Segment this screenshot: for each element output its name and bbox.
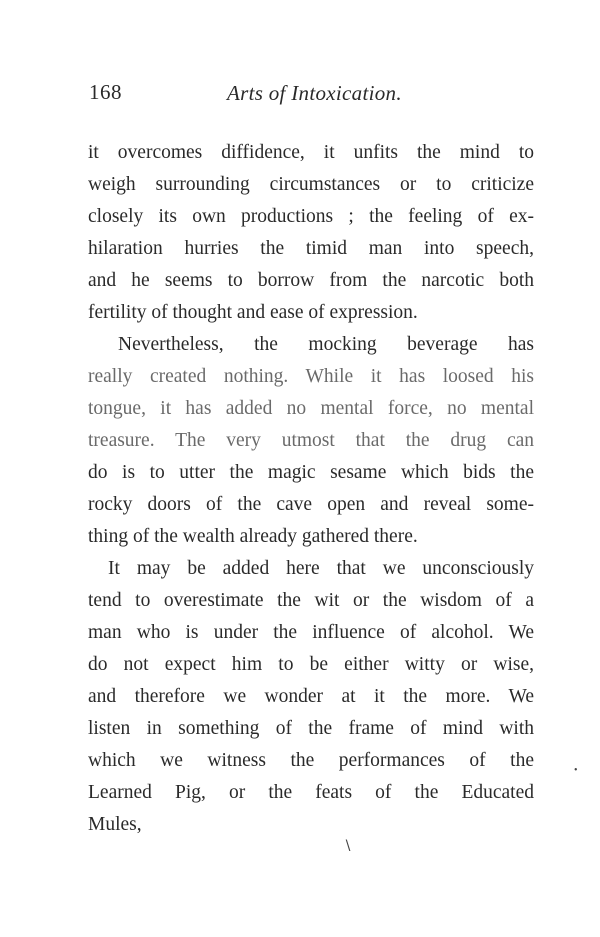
text-line: treasure. The very utmost that the drug can [88,430,534,451]
text-line: thing of the wealth already gathered there. [88,526,418,547]
text-line: which we witness the performances of the [88,750,534,771]
speck-mark: ∖ [343,839,352,854]
body-text [88,137,534,841]
running-title: Arts of Intoxication. [227,81,402,105]
text-line: and he seems to borrow from the narcotic both [88,270,534,291]
paragraph-start-line: Nevertheless, the mocking beverage has [118,334,534,355]
text-line: Learned Pig, or the feats of the Educated [88,782,534,803]
page-number: 168 [89,80,122,104]
text-line: fertility of thought and ease of expression. [88,302,418,323]
text-line: it overcomes diffidence, it unfits the mind to [88,142,534,163]
text-line: rocky doors of the cave open and reveal some- [88,494,534,515]
speck-mark: • [574,765,578,776]
paragraph-start-line: It may be added here that we unconsciously [108,558,534,579]
text-line: listen in something of the frame of mind with [88,718,534,739]
text-line: really created nothing. While it has loosed his [88,366,534,387]
text-line: do is to utter the magic sesame which bids the [88,462,534,483]
text-line: weigh surrounding circumstances or to criticize [88,174,534,195]
text-line: hilaration hurries the timid man into speech, [88,238,534,259]
text-line: Mules, [88,814,142,835]
running-head [89,80,549,108]
text-line: and therefore we wonder at it the more. We [88,686,534,707]
text-line: tongue, it has added no mental force, no mental [88,398,534,419]
text-line: do not expect him to be either witty or wise, [88,654,534,675]
text-line: tend to overestimate the wit or the wisdom of a [88,590,534,611]
text-line: man who is under the influence of alcohol. We [88,622,534,643]
text-line: closely its own productions ; the feeling of ex- [88,206,534,227]
